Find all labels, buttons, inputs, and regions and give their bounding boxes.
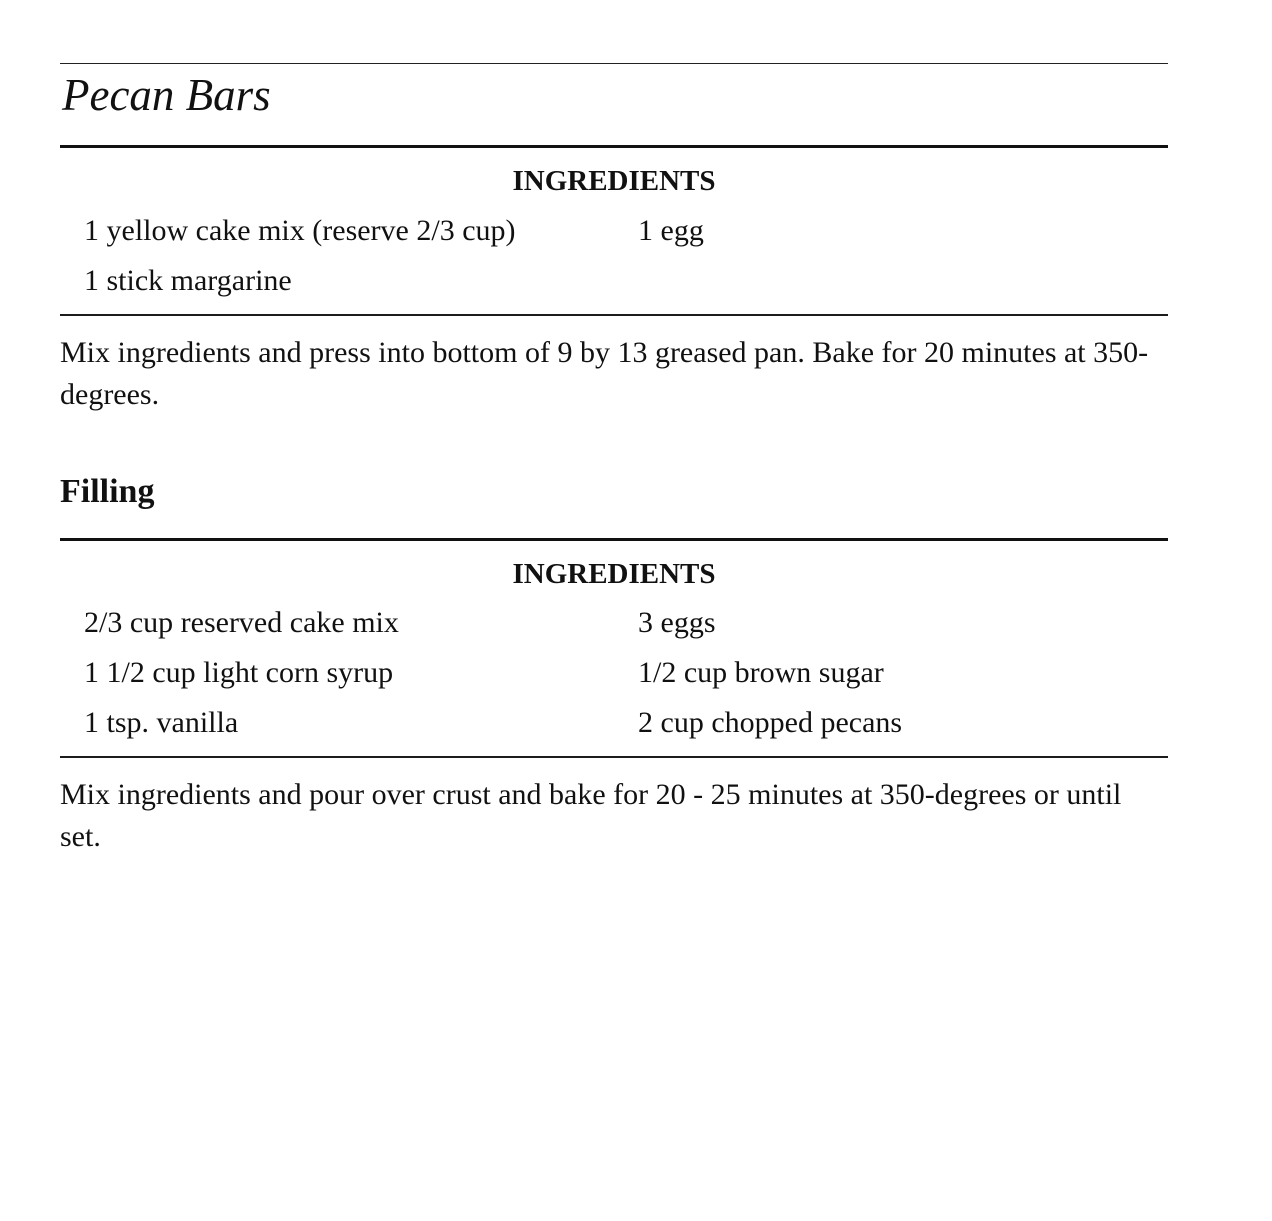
ingredients-list [60,213,1168,298]
ingredients-heading: INGREDIENTS [512,165,716,198]
ingredient-item: 1 1/2 cup light corn syrup [84,656,394,690]
ingredient-item [614,263,1168,298]
ingredient-item: 1 egg [638,213,704,247]
ingredient-item: 2/3 cup reserved cake mix [84,606,399,640]
instructions-paragraph: Mix ingredients and press into bottom of 9 by 13 greased pan. Bake for 20 minutes at 350-degrees. [60,335,1149,411]
ingredients-divider [60,314,1168,316]
ingredient-item: 1 tsp. vanilla [84,706,239,740]
recipe-title: Pecan Bars [62,70,271,120]
ingredients-list [60,605,1168,740]
ingredient-item: 1/2 cup brown sugar [638,656,884,690]
instructions-paragraph: Mix ingredients and pour over crust and bake for 20 - 25 minutes at 350-degrees or until set. [60,778,1122,854]
ingredient-item: 3 eggs [638,606,716,640]
filling-divider [60,538,1168,541]
filling-title: Filling [60,472,155,510]
ingredient-item: 1 yellow cake mix (reserve 2/3 cup) [84,213,516,247]
ingredients-divider [60,756,1168,758]
ingredient-item: 2 cup chopped pecans [638,706,903,740]
title-divider [60,145,1168,148]
ingredient-item: 1 stick margarine [84,263,292,297]
recipe-page [60,63,1168,858]
top-divider [60,63,1168,64]
ingredients-heading: INGREDIENTS [512,557,716,590]
